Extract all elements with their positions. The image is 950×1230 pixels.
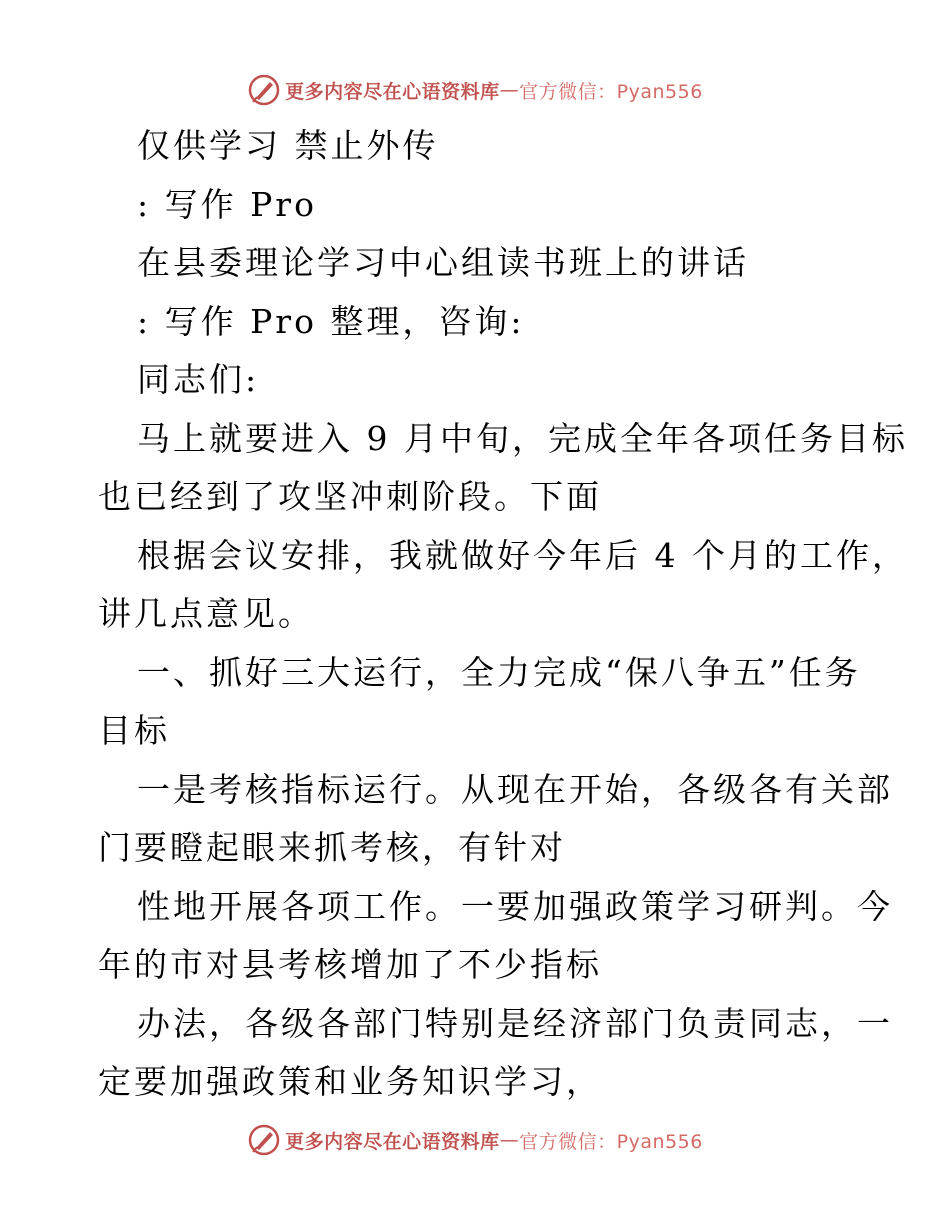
watermark-wechat: 官方微信：Pyan556 bbox=[519, 1130, 703, 1153]
paragraph-line: 讲几点意见。 bbox=[98, 594, 314, 633]
document-body bbox=[0, 117, 950, 1112]
watermark-wechat: 官方微信：Pyan556 bbox=[519, 80, 703, 103]
watermark-dash: — bbox=[499, 79, 520, 101]
notice-line: 仅供学习 禁止外传 bbox=[137, 126, 439, 165]
paragraph-line: 马上就要进入 9 月中旬，完成全年各项任务目标 bbox=[137, 418, 908, 458]
watermark-text: 更多内容尽在心语资料库 bbox=[285, 80, 500, 103]
watermark-dash: — bbox=[499, 1129, 520, 1151]
quill-pen-circle-icon bbox=[247, 1123, 281, 1157]
paragraph-line: 一是考核指标运行。从现在开始，各级各有关部 bbox=[137, 769, 893, 809]
paragraph-line: 年的市对县考核增加了不少指标 bbox=[98, 945, 602, 984]
paragraph-line: 也已经到了攻坚冲刺阶段。下面 bbox=[98, 477, 602, 516]
watermark-text: 更多内容尽在心语资料库 bbox=[285, 1130, 500, 1153]
quill-pen-circle-icon bbox=[247, 73, 281, 107]
editor-line: : 写作 Pro 整理，咨询: bbox=[137, 301, 525, 341]
author-line: : 写作 Pro bbox=[137, 184, 317, 224]
paragraph-line: 办法，各级各部门特别是经济部门负责同志，一 bbox=[137, 1003, 893, 1043]
document-title: 在县委理论学习中心组读书班上的讲话 bbox=[137, 243, 749, 282]
footer-watermark bbox=[0, 1120, 950, 1160]
salutation: 同志们: bbox=[137, 360, 260, 399]
header-watermark bbox=[0, 70, 950, 110]
paragraph-line: 门要瞪起眼来抓考核，有针对 bbox=[98, 828, 566, 867]
paragraph-line: 根据会议安排，我就做好今年后 4 个月的工作， bbox=[137, 535, 908, 575]
paragraph-line: 定要加强政策和业务知识学习， bbox=[98, 1062, 602, 1101]
paragraph-line: 性地开展各项工作。一要加强政策学习研判。今 bbox=[137, 886, 893, 926]
section-heading-cont: 目标 bbox=[98, 711, 170, 750]
section-heading: 一、抓好三大运行，全力完成“保八争五”任务 bbox=[137, 652, 861, 692]
